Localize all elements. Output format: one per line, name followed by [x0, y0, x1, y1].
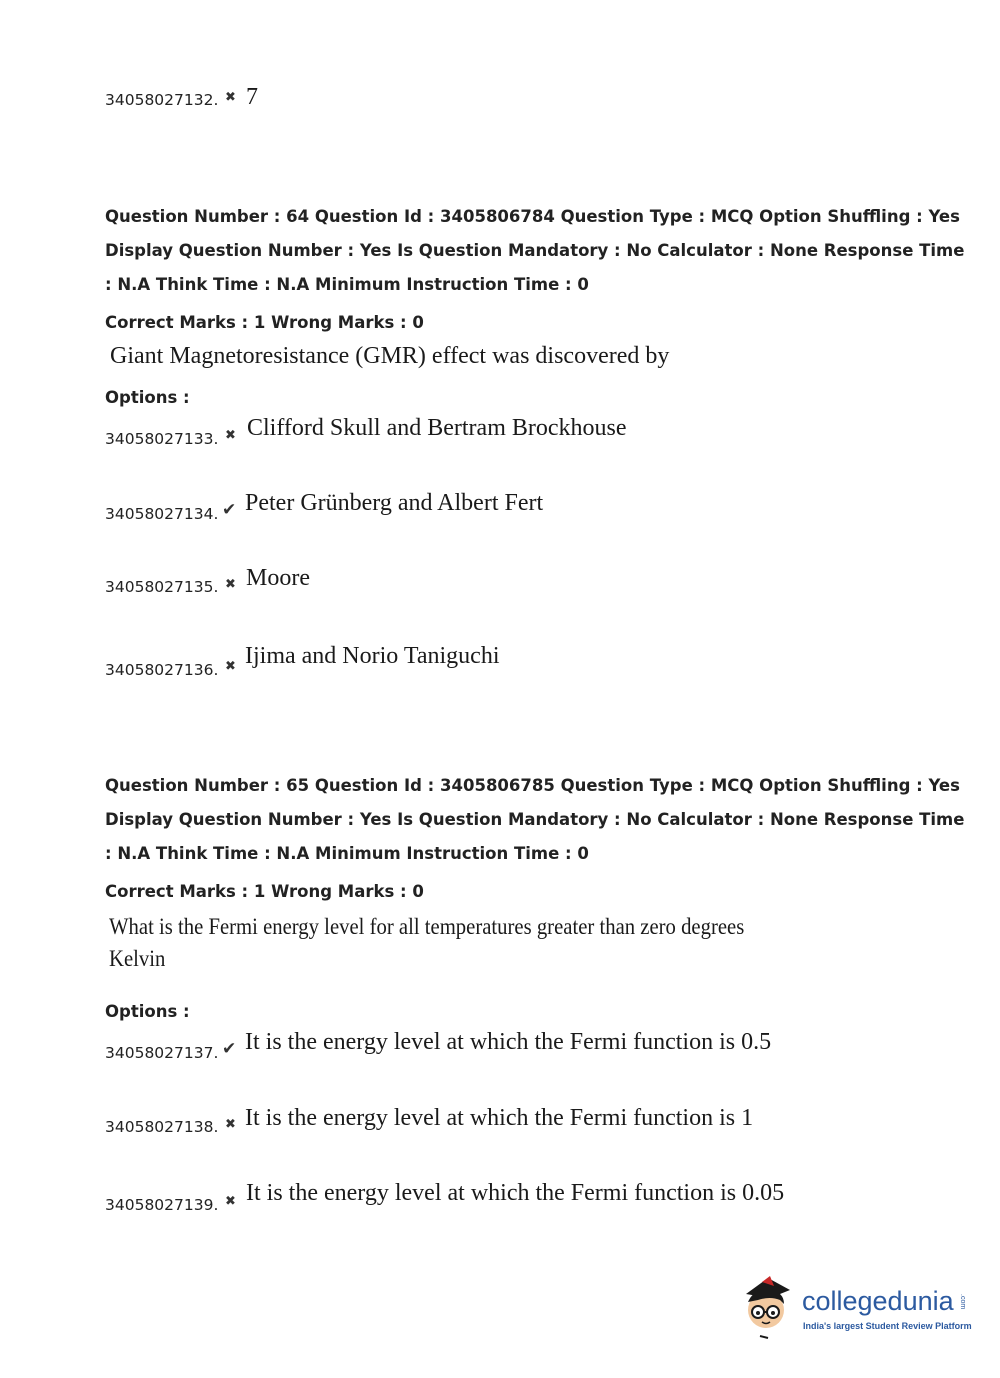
- logo-wordmark: collegedunia: [802, 1286, 954, 1316]
- wrong-mark-icon: ✖: [225, 1117, 236, 1132]
- wrong-mark-icon: ✖: [225, 90, 236, 105]
- option-text: It is the energy level at which the Fermi function is 1: [245, 1105, 754, 1131]
- options-label: Options :: [105, 388, 190, 407]
- option-id: 34058027138.: [105, 1118, 219, 1136]
- collegedunia-logo[interactable]: [740, 1272, 970, 1344]
- mascot-icon: [740, 1272, 800, 1342]
- meta-line: Display Question Number : Yes Is Question Mandatory : No Calculator : None Response Time: [105, 241, 965, 260]
- option-text: 7: [246, 84, 258, 110]
- option-id: 34058027139.: [105, 1196, 219, 1214]
- option-text: It is the energy level at which the Fermi function is 0.5: [245, 1029, 772, 1055]
- option-id: 34058027132.: [105, 91, 219, 109]
- question-text: Giant Magnetoresistance (GMR) effect was discovered by: [110, 343, 670, 369]
- question-text: Kelvin: [109, 946, 166, 971]
- wrong-mark-icon: ✖: [225, 428, 236, 443]
- options-label: Options :: [105, 1002, 190, 1021]
- question-meta: [105, 200, 965, 302]
- option-text: Peter Grünberg and Albert Fert: [245, 490, 544, 516]
- option-id: 34058027137.: [105, 1044, 219, 1062]
- wrong-mark-icon: ✖: [225, 577, 236, 592]
- option-text: It is the energy level at which the Fermi function is 0.05: [246, 1180, 785, 1206]
- option-id: 34058027136.: [105, 661, 219, 679]
- option-text: Moore: [246, 565, 310, 591]
- option-id: 34058027135.: [105, 578, 219, 596]
- option-text: Clifford Skull and Bertram Brockhouse: [247, 415, 627, 441]
- wrong-mark-icon: ✖: [225, 1194, 236, 1209]
- question-meta: [105, 769, 965, 871]
- meta-line: : N.A Think Time : N.A Minimum Instruction Time : 0: [105, 844, 589, 863]
- wrong-mark-icon: ✖: [225, 659, 236, 674]
- option-id: 34058027134.: [105, 505, 219, 523]
- meta-line: Question Number : 65 Question Id : 3405806785 Question Type : MCQ Option Shuffling : Yes: [105, 776, 960, 795]
- check-mark-icon: ✔: [222, 500, 237, 520]
- meta-line: Question Number : 64 Question Id : 3405806784 Question Type : MCQ Option Shuffling : Yes: [105, 207, 960, 226]
- logo-tagline: India's largest Student Review Platform: [803, 1321, 972, 1331]
- marks-line: Correct Marks : 1 Wrong Marks : 0: [105, 313, 424, 332]
- option-id: 34058027133.: [105, 430, 219, 448]
- meta-line: : N.A Think Time : N.A Minimum Instruction Time : 0: [105, 275, 589, 294]
- marks-line: Correct Marks : 1 Wrong Marks : 0: [105, 882, 424, 901]
- option-text: Ijima and Norio Taniguchi: [245, 643, 500, 669]
- question-text: What is the Fermi energy level for all temperatures greater than zero degrees: [109, 914, 745, 939]
- logo-domain: .com: [959, 1294, 966, 1310]
- check-mark-icon: ✔: [222, 1039, 237, 1059]
- meta-line: Display Question Number : Yes Is Question Mandatory : No Calculator : None Response Time: [105, 810, 965, 829]
